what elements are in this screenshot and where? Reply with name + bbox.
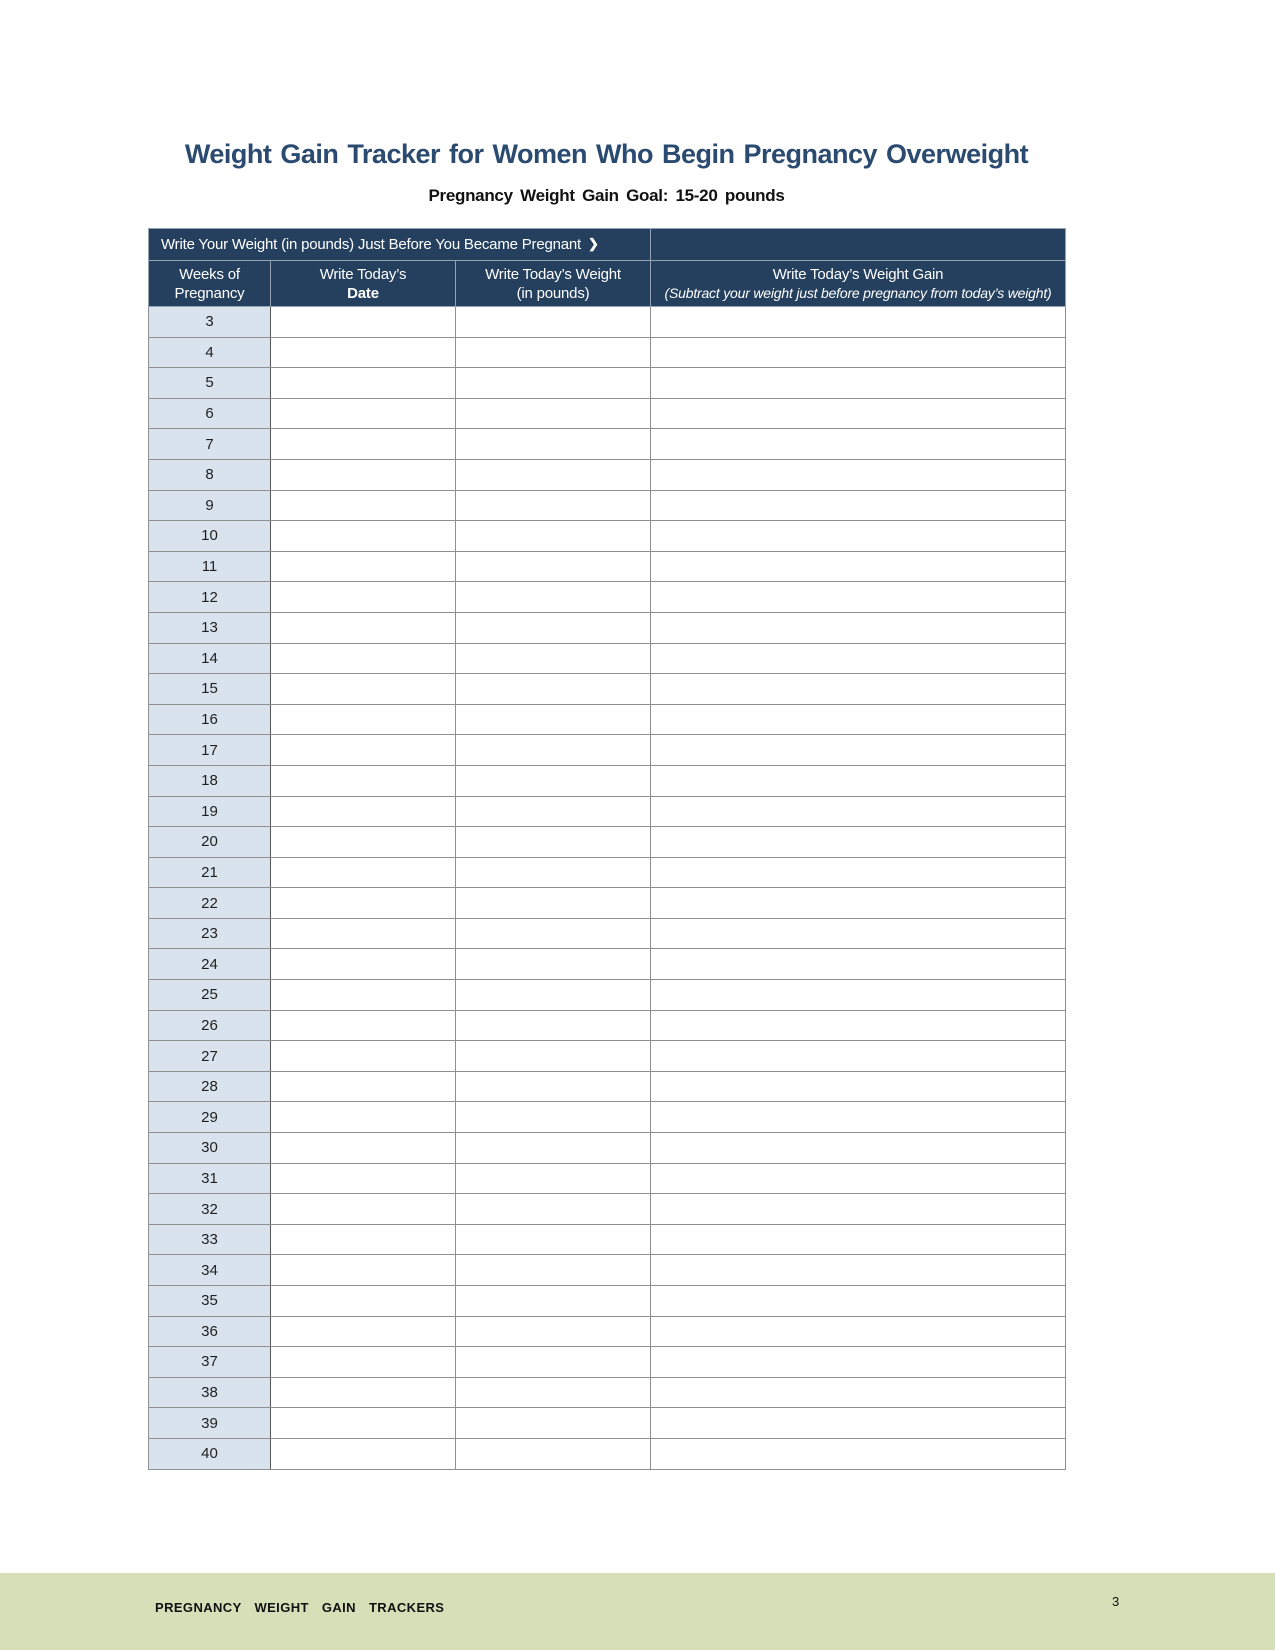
weight-cell	[456, 1255, 651, 1286]
col-header-date	[271, 261, 456, 307]
chevron-right-icon: ❯	[588, 236, 599, 251]
table-row	[149, 307, 1066, 338]
date-cell	[271, 398, 456, 429]
week-number-cell: 34	[149, 1255, 271, 1286]
weight-cell	[456, 1438, 651, 1469]
weight-gain-cell	[651, 1255, 1066, 1286]
table-row	[149, 674, 1066, 705]
weight-gain-cell	[651, 827, 1066, 858]
weight-gain-cell	[651, 643, 1066, 674]
weight-cell	[456, 1377, 651, 1408]
week-number-cell: 13	[149, 612, 271, 643]
date-cell	[271, 490, 456, 521]
weight-cell	[456, 368, 651, 399]
week-number-cell: 23	[149, 918, 271, 949]
footer-label: PREGNANCY WEIGHT GAIN TRACKERS	[155, 1600, 445, 1615]
date-cell	[271, 459, 456, 490]
date-cell	[271, 735, 456, 766]
weight-cell	[456, 1316, 651, 1347]
weight-cell	[456, 1347, 651, 1378]
date-cell	[271, 888, 456, 919]
table-row	[149, 1163, 1066, 1194]
table-row	[149, 918, 1066, 949]
table-row	[149, 1224, 1066, 1255]
weight-gain-cell	[651, 429, 1066, 460]
tracker-table-body	[149, 307, 1066, 1470]
week-number-cell: 26	[149, 1010, 271, 1041]
weight-cell	[456, 765, 651, 796]
weight-gain-cell	[651, 1133, 1066, 1164]
date-cell	[271, 1377, 456, 1408]
table-row	[149, 612, 1066, 643]
weight-gain-cell	[651, 307, 1066, 338]
date-cell	[271, 1163, 456, 1194]
table-row	[149, 857, 1066, 888]
table-row	[149, 888, 1066, 919]
weight-cell	[456, 796, 651, 827]
week-number-cell: 36	[149, 1316, 271, 1347]
pre-pregnancy-prompt-label: Write Your Weight (in pounds) Just Before You Became Pregnant	[161, 236, 582, 253]
page-subtitle: Pregnancy Weight Gain Goal: 15-20 pounds	[428, 186, 785, 205]
weight-cell	[456, 490, 651, 521]
weight-cell	[456, 827, 651, 858]
col-header-date-line2: Date	[347, 284, 379, 302]
table-row	[149, 1316, 1066, 1347]
week-number-cell: 9	[149, 490, 271, 521]
table-row	[149, 1286, 1066, 1317]
table-header	[149, 229, 1066, 307]
week-number-cell: 24	[149, 949, 271, 980]
table-row	[149, 1347, 1066, 1378]
date-cell	[271, 1041, 456, 1072]
col-header-weight	[456, 261, 651, 307]
week-number-cell: 4	[149, 337, 271, 368]
weight-cell	[456, 521, 651, 552]
week-number-cell: 22	[149, 888, 271, 919]
weight-gain-cell	[651, 796, 1066, 827]
weight-gain-cell	[651, 582, 1066, 613]
footer-band	[0, 1573, 1275, 1650]
weight-gain-cell	[651, 1041, 1066, 1072]
date-cell	[271, 1133, 456, 1164]
weight-cell	[456, 337, 651, 368]
weight-gain-cell	[651, 1071, 1066, 1102]
date-cell	[271, 337, 456, 368]
date-cell	[271, 857, 456, 888]
column-header-row	[149, 261, 1066, 307]
week-number-cell: 17	[149, 735, 271, 766]
table-row	[149, 1010, 1066, 1041]
date-cell	[271, 1010, 456, 1041]
weight-gain-cell	[651, 612, 1066, 643]
weight-cell	[456, 1286, 651, 1317]
weight-gain-cell	[651, 888, 1066, 919]
weight-gain-cell	[651, 1102, 1066, 1133]
date-cell	[271, 368, 456, 399]
week-number-cell: 5	[149, 368, 271, 399]
weight-gain-cell	[651, 735, 1066, 766]
date-cell	[271, 1255, 456, 1286]
table-row	[149, 1255, 1066, 1286]
table-row	[149, 459, 1066, 490]
weight-gain-cell	[651, 1408, 1066, 1439]
table-row	[149, 429, 1066, 460]
week-number-cell: 19	[149, 796, 271, 827]
date-cell	[271, 551, 456, 582]
weight-cell	[456, 888, 651, 919]
date-cell	[271, 827, 456, 858]
table-row	[149, 980, 1066, 1011]
table-row	[149, 1041, 1066, 1072]
weight-gain-cell	[651, 704, 1066, 735]
col-header-weeks-line1: Weeks of	[179, 265, 240, 283]
weight-cell	[456, 459, 651, 490]
weight-gain-cell	[651, 1377, 1066, 1408]
date-cell	[271, 1102, 456, 1133]
weight-cell	[456, 1102, 651, 1133]
week-number-cell: 20	[149, 827, 271, 858]
weight-gain-cell	[651, 1438, 1066, 1469]
weight-gain-cell	[651, 1224, 1066, 1255]
date-cell	[271, 949, 456, 980]
week-number-cell: 32	[149, 1194, 271, 1225]
weight-cell	[456, 1194, 651, 1225]
table-row	[149, 1377, 1066, 1408]
pre-pregnancy-weight-value-cell	[651, 229, 1066, 261]
weight-cell	[456, 735, 651, 766]
week-number-cell: 40	[149, 1438, 271, 1469]
table-row	[149, 735, 1066, 766]
week-number-cell: 30	[149, 1133, 271, 1164]
table-row	[149, 337, 1066, 368]
date-cell	[271, 307, 456, 338]
weight-cell	[456, 1163, 651, 1194]
table-row	[149, 490, 1066, 521]
weight-gain-cell	[651, 337, 1066, 368]
week-number-cell: 18	[149, 765, 271, 796]
week-number-cell: 15	[149, 674, 271, 705]
weight-tracker-table	[148, 228, 1066, 1470]
table-row	[149, 398, 1066, 429]
weight-cell	[456, 1133, 651, 1164]
week-number-cell: 7	[149, 429, 271, 460]
weight-gain-cell	[651, 1194, 1066, 1225]
date-cell	[271, 582, 456, 613]
week-number-cell: 35	[149, 1286, 271, 1317]
week-number-cell: 10	[149, 521, 271, 552]
weight-cell	[456, 1041, 651, 1072]
table-row	[149, 704, 1066, 735]
table-row	[149, 551, 1066, 582]
date-cell	[271, 1316, 456, 1347]
weight-gain-cell	[651, 521, 1066, 552]
week-number-cell: 31	[149, 1163, 271, 1194]
table-row	[149, 1133, 1066, 1164]
weight-cell	[456, 1010, 651, 1041]
date-cell	[271, 1224, 456, 1255]
table-row	[149, 1102, 1066, 1133]
col-header-weeks	[149, 261, 271, 307]
week-number-cell: 16	[149, 704, 271, 735]
week-number-cell: 33	[149, 1224, 271, 1255]
weight-gain-cell	[651, 459, 1066, 490]
table-row	[149, 1071, 1066, 1102]
table-row	[149, 582, 1066, 613]
weight-gain-cell	[651, 857, 1066, 888]
week-number-cell: 38	[149, 1377, 271, 1408]
weight-gain-cell	[651, 765, 1066, 796]
date-cell	[271, 1438, 456, 1469]
weight-gain-cell	[651, 1286, 1066, 1317]
weight-cell	[456, 674, 651, 705]
weight-gain-cell	[651, 949, 1066, 980]
date-cell	[271, 643, 456, 674]
date-cell	[271, 1071, 456, 1102]
week-number-cell: 28	[149, 1071, 271, 1102]
table-row	[149, 1408, 1066, 1439]
weight-gain-cell	[651, 1010, 1066, 1041]
weight-cell	[456, 1408, 651, 1439]
date-cell	[271, 704, 456, 735]
table-row	[149, 1438, 1066, 1469]
col-header-weight-gain-line1: Write Today’s Weight Gain	[772, 265, 944, 283]
weight-gain-cell	[651, 674, 1066, 705]
week-number-cell: 11	[149, 551, 271, 582]
table-row	[149, 796, 1066, 827]
pre-pregnancy-prompt-cell	[149, 229, 651, 261]
weight-gain-cell	[651, 551, 1066, 582]
week-number-cell: 12	[149, 582, 271, 613]
weight-gain-cell	[651, 1347, 1066, 1378]
weight-cell	[456, 918, 651, 949]
weight-cell	[456, 307, 651, 338]
date-cell	[271, 980, 456, 1011]
weight-cell	[456, 582, 651, 613]
week-number-cell: 6	[149, 398, 271, 429]
week-number-cell: 3	[149, 307, 271, 338]
page-title: Weight Gain Tracker for Women Who Begin Pregnancy Overweight	[184, 139, 1029, 169]
weight-cell	[456, 704, 651, 735]
date-cell	[271, 1194, 456, 1225]
table-row	[149, 643, 1066, 674]
weight-cell	[456, 949, 651, 980]
week-number-cell: 14	[149, 643, 271, 674]
week-number-cell: 37	[149, 1347, 271, 1378]
weight-gain-cell	[651, 1163, 1066, 1194]
table-row	[149, 765, 1066, 796]
col-header-weight-line2: (in pounds)	[516, 284, 590, 302]
date-cell	[271, 765, 456, 796]
weight-gain-cell	[651, 490, 1066, 521]
weight-gain-cell	[651, 1316, 1066, 1347]
date-cell	[271, 612, 456, 643]
table-row	[149, 521, 1066, 552]
weight-gain-cell	[651, 368, 1066, 399]
weight-cell	[456, 429, 651, 460]
date-cell	[271, 429, 456, 460]
pre-pregnancy-weight-row	[149, 229, 1066, 261]
week-number-cell: 8	[149, 459, 271, 490]
col-header-weight-gain-line2: (Subtract your weight just before pregnancy from today’s weight)	[664, 284, 1052, 301]
weight-cell	[456, 980, 651, 1011]
col-header-weight-line1: Write Today’s Weight	[485, 265, 621, 283]
weight-cell	[456, 1071, 651, 1102]
table-row	[149, 949, 1066, 980]
date-cell	[271, 1347, 456, 1378]
weight-cell	[456, 551, 651, 582]
weight-cell	[456, 643, 651, 674]
table-row	[149, 827, 1066, 858]
weight-gain-cell	[651, 918, 1066, 949]
weight-cell	[456, 857, 651, 888]
col-header-weight-gain	[651, 261, 1066, 307]
table-row	[149, 368, 1066, 399]
weight-cell	[456, 612, 651, 643]
week-number-cell: 39	[149, 1408, 271, 1439]
week-number-cell: 29	[149, 1102, 271, 1133]
date-cell	[271, 1286, 456, 1317]
week-number-cell: 25	[149, 980, 271, 1011]
week-number-cell: 27	[149, 1041, 271, 1072]
footer-page-number: 3	[1112, 1594, 1120, 1609]
weight-cell	[456, 1224, 651, 1255]
date-cell	[271, 918, 456, 949]
table-row	[149, 1194, 1066, 1225]
col-header-weeks-line2: Pregnancy	[174, 284, 245, 302]
col-header-date-line1: Write Today’s	[319, 265, 407, 283]
weight-gain-cell	[651, 980, 1066, 1011]
date-cell	[271, 796, 456, 827]
week-number-cell: 21	[149, 857, 271, 888]
date-cell	[271, 1408, 456, 1439]
weight-cell	[456, 398, 651, 429]
weight-gain-cell	[651, 398, 1066, 429]
date-cell	[271, 674, 456, 705]
date-cell	[271, 521, 456, 552]
